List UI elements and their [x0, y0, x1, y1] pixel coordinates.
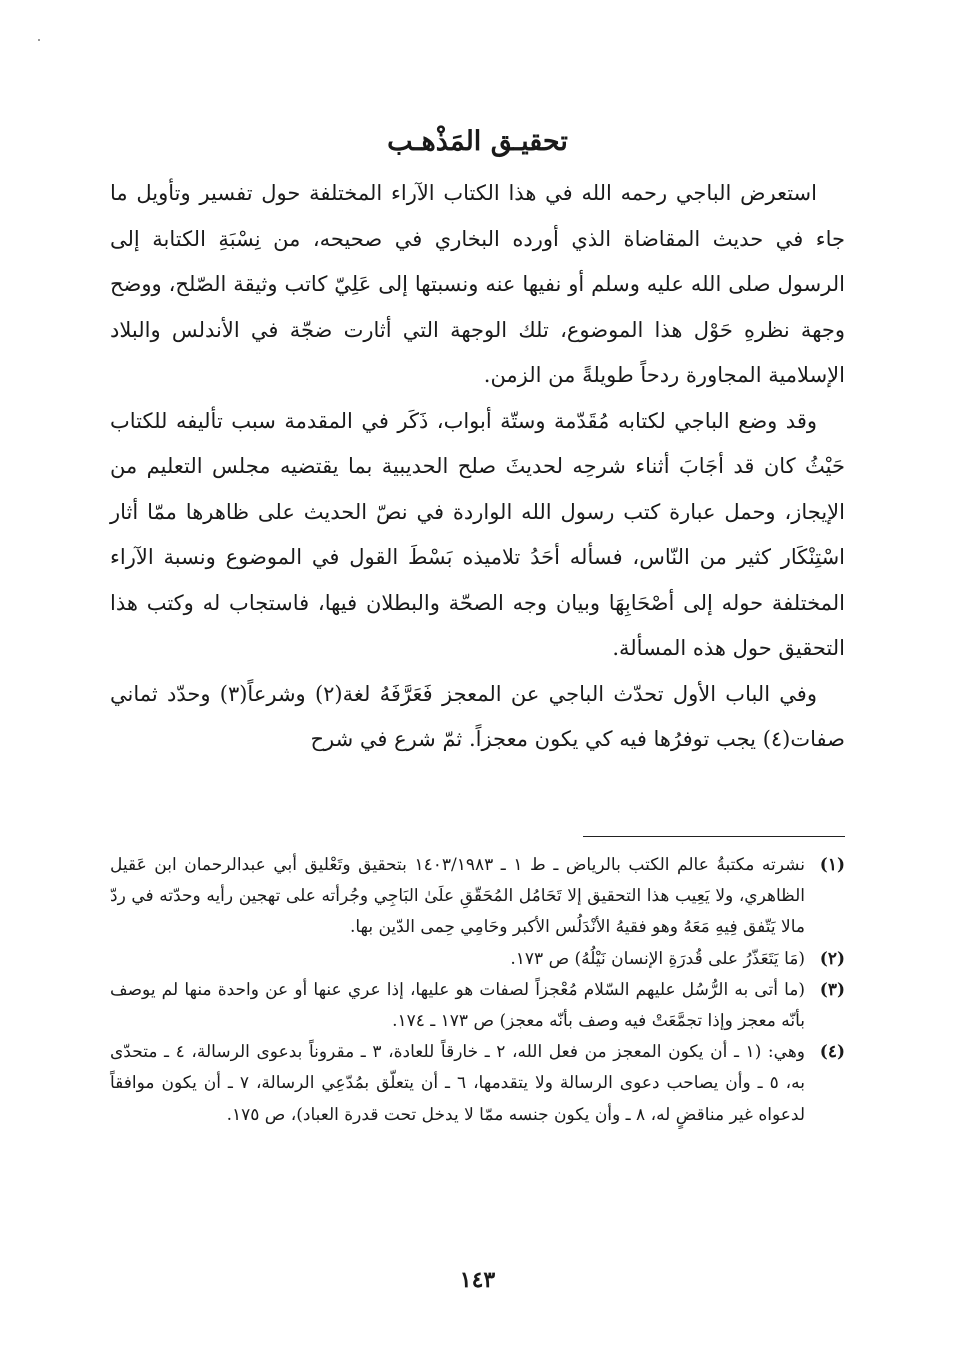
paragraph-3: وفي الباب الأول تحدّث الباجي عن المعجز فَعَرَّفَهُ لغة(٢) وشرعاً(٣) وحدّد ثماني صفات(٤) يجب توفرُها فيه كي يكون معجزاً. ثمّ شرع في شرح [110, 681, 845, 751]
section-title: تحقيـق المَذْهـب [387, 126, 568, 157]
footnote-text: وهي: (١ ـ أن يكون المعجز من فعل الله، ٢ ـ خارقاً للعادة، ٣ ـ مقروناً بدعوى الرسالة، ٤ ـ متحدّى به، ٥ ـ وأن يصاحب دعوى الرسالة ولا يتقدمها، ٦ ـ أن يتعلّق بمُدّعِي الرسالة، ٧ ـ أن يكون موافقاً لدعواه غير مناقضٍ له، ٨ ـ وأن يكون جنسه ممّا لا يدخل تحت قدرة العباد)، ص ١٧٥. [110, 1042, 806, 1125]
footnote-number: (٣) [819, 979, 845, 1000]
footnotes [110, 850, 845, 1131]
main-text [110, 171, 845, 763]
footnote-number: (٤) [819, 1042, 845, 1063]
paragraph-2: وقد وضع الباجي لكتابه مُقَدّمة وستّة أبواب، ذَكَر في المقدمة سبب تأليفه للكتاب حَيْثُ كان قد أجَابَ أثناء شرحِه لحديثَ صلح الحديبية بما يقتضيه مجلس التعليم من الإيجاز، وحمل عبارة كتب رسول الله الواردة في نصّ الحديث على ظاهرها ممّا أثار اسْتِنْكَار كثير من النّاس، فسأله أحَدُ تلاميذه بَسْطَ القول في الموضوع ونسبة الآراء المختلفة حوله إلى أصْحَابِهَا وبيان وجه الصحّة والبطلان فيها، فاستجاب له وكتب هذا التحقيق حول هذه المسألة. [110, 408, 845, 660]
footnote-text: نشرته مكتبةُ عالم الكتب بالرياض ـ ط ١ ـ ١٤٠٣/١٩٨٣ بتحقيق وتَعْليق أبي عبدالرحمان ابن عَقيل الظاهري، ولا يَعِيب هذا التحقيق إلا تَحَامُل المُحَقّقِ علَىٰ البَاجِي وجُرأته على تهجين رأيه وحدّته في ردّ مالا يَتّفق فِيهِ مَعَهُ وهو فقيهُ الأنْدَلُس الأكبر وحَامِي حِمى الدّين بها. [110, 855, 805, 938]
footnote-3 [110, 975, 845, 1037]
footnote-4 [110, 1037, 845, 1131]
footnote-text: (مَا يَتَعَذّرُ على قُدرَةِ الإنسان نَيْلُهُ) ص ١٧٣. [510, 948, 805, 969]
scan-speck [38, 39, 40, 41]
footnote-number: (٢) [819, 948, 845, 969]
page-number: ١٤٣ [459, 1267, 496, 1293]
footnote-1 [110, 850, 845, 944]
paragraph-1: استعرض الباجي رحمه الله في هذا الكتاب الآراء المختلفة حول تفسير وتأويل ما جاء في حديث المقاضاة الذي أورده البخاري في صحيحه، من نِسْبَةِ الكتابة إلى الرسول صلى الله عليه وسلم أو نفيها عنه ونسبتها إلى عَلِيّ كاتب وثيقة الصّلح، ووضح وجهة نظرهِ حَوْل هذا الموضوع، تلك الوجهة التي أثارت ضجّة في الأندلس والبلاد الإسلامية المجاورة ردحاً طويلةً من الزمن. [110, 181, 845, 387]
footnote-number: (١) [819, 855, 845, 875]
footnote-text: (ما أتى به الرُّسُل عليهم السّلام مُعْجزاً لصفات هو عليها، إذا عري عنها أو عن واحدة منها لم يوصف بأنّه معجز وإذا تجمَّعَتْ فيه وصف بأنّه معجز) ص ١٧٣ ـ ١٧٤. [110, 979, 805, 1032]
footnote-2 [110, 944, 845, 975]
footnote-separator [583, 836, 845, 837]
